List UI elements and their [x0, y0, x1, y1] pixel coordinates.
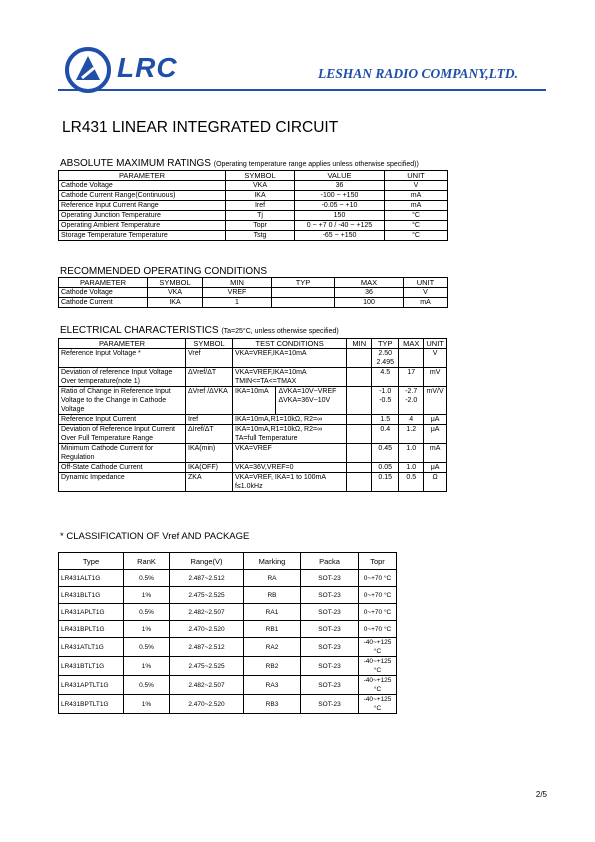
column-header: RanK: [124, 553, 170, 570]
table-row: [59, 298, 448, 308]
table-cell: -65 ~ +150: [295, 231, 385, 241]
table-cell: 2.482~2.507: [170, 676, 244, 695]
table-cell: 4.5: [372, 368, 399, 387]
column-header: PARAMETER: [59, 171, 226, 181]
table-cell: 0~+70 °C: [359, 604, 397, 621]
table-cell: Topr: [226, 221, 295, 231]
table-cell: RA3: [244, 676, 301, 695]
column-header: MIN: [347, 339, 372, 349]
column-header: TYP: [372, 339, 399, 349]
classification-heading: * CLASSIFICATION OF Vref AND PACKAGE: [60, 531, 250, 542]
table-row: [59, 444, 447, 463]
table-cell: IKA=10mA,R1=10kΩ, R2=∞: [233, 415, 347, 425]
table-cell: 2.487~2.512: [170, 570, 244, 587]
table-cell: VKA: [226, 181, 295, 191]
table-cell: V: [404, 288, 448, 298]
table-cell: [347, 473, 372, 492]
table-cell: RB: [244, 587, 301, 604]
table-cell: -0.05 ~ +10: [295, 201, 385, 211]
table-cell: [347, 415, 372, 425]
table-cell: mA: [385, 191, 448, 201]
table-cell: ΔVref /ΔVKA: [186, 387, 233, 415]
table-cell: SOT-23: [301, 676, 359, 695]
table-cell: mV: [424, 368, 447, 387]
table-cell: Deviation of reference Input Voltage Over temperature(note 1): [59, 368, 186, 387]
column-header: TEST CONDITIONS: [233, 339, 347, 349]
table-cell: 0.05: [372, 463, 399, 473]
table-cell: V: [424, 349, 447, 368]
table-cell: Ratio of Change in Reference Input Voltage to the Change in Cathode Voltage: [59, 387, 186, 415]
table-cell: [272, 288, 335, 298]
column-header: Range(V): [170, 553, 244, 570]
column-header: MAX: [399, 339, 424, 349]
table-cell: Deviation of Reference Input Current Over Full Temperature Range: [59, 425, 186, 444]
column-header: TYP: [272, 278, 335, 288]
column-header: PARAMETER: [59, 278, 148, 288]
table-row: [59, 191, 448, 201]
table-cell: 0.5%: [124, 676, 170, 695]
table-cell: 2.482~2.507: [170, 604, 244, 621]
table-cell: 0.5%: [124, 570, 170, 587]
table-cell: IKA(OFF): [186, 463, 233, 473]
table-cell: IKA: [226, 191, 295, 201]
abs-max-heading: [60, 158, 419, 169]
table-cell: mA: [385, 201, 448, 211]
table-cell: 150: [295, 211, 385, 221]
table-cell: Operating Ambient Temperature: [59, 221, 226, 231]
table-cell: IKA: [148, 298, 203, 308]
page-number: 2/5: [535, 790, 547, 799]
table-row: [59, 621, 397, 638]
table-row: [59, 288, 448, 298]
table-cell: μA: [424, 415, 447, 425]
table-row: [59, 604, 397, 621]
table-header-row: [59, 278, 448, 288]
table-cell: 2.470~2.520: [170, 695, 244, 714]
column-header: Type: [59, 553, 124, 570]
table-cell: mA: [424, 444, 447, 463]
column-header: SYMBOL: [226, 171, 295, 181]
table-cell: VKA=VREF,IKA=10mA: [233, 349, 347, 368]
table-cell: 1.5: [372, 415, 399, 425]
table-cell: ZKA: [186, 473, 233, 492]
table-cell: Reference Input Current Range: [59, 201, 226, 211]
table-cell: 0~+70 °C: [359, 587, 397, 604]
table-cell: LR431APTLT1G: [59, 676, 124, 695]
table-cell: RB2: [244, 657, 301, 676]
table-cell: LR431APLT1G: [59, 604, 124, 621]
table-cell: -2.7 -2.0: [399, 387, 424, 415]
table-cell: LR431BLT1G: [59, 587, 124, 604]
table-cell: mA: [404, 298, 448, 308]
table-cell: 0.15: [372, 473, 399, 492]
table-cell: 17: [399, 368, 424, 387]
column-header: MIN: [203, 278, 272, 288]
table-cell: -40~+125 °C: [359, 638, 397, 657]
table-cell: VKA=VREF,IKA=10mA TMIN<=TA<=TMAX: [233, 368, 347, 387]
table-cell: Cathode Current: [59, 298, 148, 308]
table-cell: 1%: [124, 657, 170, 676]
table-cell: Cathode Current Range(Continuous): [59, 191, 226, 201]
table-cell: VKA: [148, 288, 203, 298]
table-cell: [347, 463, 372, 473]
brand-logo-text: LRC: [117, 52, 178, 83]
table-row: [59, 415, 447, 425]
table-cell: Tstg: [226, 231, 295, 241]
table-cell: 0.5: [399, 473, 424, 492]
table-cell: Cathode Voltage: [59, 288, 148, 298]
table-cell: VREF: [203, 288, 272, 298]
table-cell: [347, 387, 372, 415]
table-row: [59, 463, 447, 473]
company-name: LESHAN RADIO COMPANY,LTD.: [318, 66, 519, 81]
table-cell: 0 ~ +7 0 / -40 ~ +125: [295, 221, 385, 231]
column-header: UNIT: [424, 339, 447, 349]
table-cell: LR431BTLT1G: [59, 657, 124, 676]
table-cell: 2.50 2.495: [372, 349, 399, 368]
table-row: [59, 181, 448, 191]
table-cell: IKA=10mA,R1=10kΩ, R2=∞ TA=full Temperature: [233, 425, 347, 444]
column-header: UNIT: [385, 171, 448, 181]
elec-heading-text: ELECTRICAL CHARACTERISTICS: [60, 325, 219, 336]
table-cell: Iref: [186, 415, 233, 425]
header-rule: [58, 89, 546, 91]
table-cell: SOT-23: [301, 638, 359, 657]
table-cell: 0~+70 °C: [359, 621, 397, 638]
table-cell: [347, 368, 372, 387]
table-cell: 0~+70 °C: [359, 570, 397, 587]
table-cell: ΔVref/ΔT: [186, 368, 233, 387]
table-cell: Off-State Cathode Current: [59, 463, 186, 473]
column-header: PARAMETER: [59, 339, 186, 349]
table-cell: IKA=10mA: [233, 387, 276, 415]
table-row: [59, 387, 447, 415]
table-cell: -40~+125 °C: [359, 657, 397, 676]
table-cell: SOT-23: [301, 695, 359, 714]
table-header-row: [59, 553, 397, 570]
table-cell: 1%: [124, 587, 170, 604]
table-row: [59, 201, 448, 211]
table-cell: 2.470~2.520: [170, 621, 244, 638]
table-cell: -40~+125 °C: [359, 676, 397, 695]
table-cell: SOT-23: [301, 621, 359, 638]
table-row: [59, 425, 447, 444]
table-cell: 1.0: [399, 463, 424, 473]
classification-table: [58, 552, 397, 714]
table-row: [59, 587, 397, 604]
table-cell: 4: [399, 415, 424, 425]
rec-op-table: [58, 277, 448, 308]
column-header: SYMBOL: [186, 339, 233, 349]
table-cell: Reference Input Voltage *: [59, 349, 186, 368]
column-header: Topr: [359, 553, 397, 570]
column-header: MAX: [335, 278, 404, 288]
table-cell: LR431ATLT1G: [59, 638, 124, 657]
table-cell: Minimum Cathode Current for Regulation: [59, 444, 186, 463]
table-cell: Dynamic Impedance: [59, 473, 186, 492]
table-cell: RA1: [244, 604, 301, 621]
abs-max-note: (Operating temperature range applies unless otherwise specified)): [213, 161, 419, 168]
table-cell: [347, 425, 372, 444]
table-cell: 1%: [124, 695, 170, 714]
table-cell: IKA(min): [186, 444, 233, 463]
elec-note: (Ta=25°C, unless otherwise specified): [221, 328, 339, 335]
table-cell: [272, 298, 335, 308]
table-cell: LR431BPLT1G: [59, 621, 124, 638]
table-cell: μA: [424, 463, 447, 473]
column-header: VALUE: [295, 171, 385, 181]
table-cell: ΔIref/ΔT: [186, 425, 233, 444]
table-cell: 1.2: [399, 425, 424, 444]
table-cell: VKA=VREF, IKA=1 to 100mA f≤1.0kHz: [233, 473, 347, 492]
column-header: Marking: [244, 553, 301, 570]
table-cell: -100 ~ +150: [295, 191, 385, 201]
lrc-logo: [64, 46, 112, 94]
table-cell: 2.475~2.525: [170, 587, 244, 604]
table-cell: -1.0 -0.5: [372, 387, 399, 415]
table-cell: SOT-23: [301, 570, 359, 587]
table-cell: μA: [424, 425, 447, 444]
table-cell: Cathode Voltage: [59, 181, 226, 191]
table-row: [59, 221, 448, 231]
abs-max-table: [58, 170, 448, 241]
table-cell: Tj: [226, 211, 295, 221]
table-cell: Iref: [226, 201, 295, 211]
table-cell: 100: [335, 298, 404, 308]
table-row: [59, 211, 448, 221]
table-cell: Storage Temperature Temperature: [59, 231, 226, 241]
table-cell: RA: [244, 570, 301, 587]
table-cell: [399, 349, 424, 368]
table-row: [59, 657, 397, 676]
table-row: [59, 570, 397, 587]
table-cell: RA2: [244, 638, 301, 657]
table-cell: VKA=36V,VREF=0: [233, 463, 347, 473]
table-cell: ΔVKA=10V~VREF ΔVKA=36V~10V: [276, 387, 347, 415]
column-header: SYMBOL: [148, 278, 203, 288]
table-cell: 1: [203, 298, 272, 308]
abs-max-heading-text: ABSOLUTE MAXIMUM RATINGS: [60, 158, 211, 169]
rec-op-heading: RECOMMENDED OPERATING CONDITIONS: [60, 266, 268, 277]
column-header: UNIT: [404, 278, 448, 288]
table-cell: VKA=VREF: [233, 444, 347, 463]
elec-heading: [60, 325, 339, 336]
elec-table: [58, 338, 447, 492]
table-cell: -40~+125 °C: [359, 695, 397, 714]
table-cell: 2.475~2.525: [170, 657, 244, 676]
table-cell: LR431BPTLT1G: [59, 695, 124, 714]
table-cell: SOT-23: [301, 604, 359, 621]
table-cell: LR431ALT1G: [59, 570, 124, 587]
table-cell: 1.0: [399, 444, 424, 463]
table-cell: 1%: [124, 621, 170, 638]
table-cell: RB3: [244, 695, 301, 714]
table-row: [59, 368, 447, 387]
table-cell: Reference Input Current: [59, 415, 186, 425]
column-header: Packa: [301, 553, 359, 570]
table-cell: 0.5%: [124, 604, 170, 621]
table-row: [59, 473, 447, 492]
table-cell: °C: [385, 221, 448, 231]
table-cell: RB1: [244, 621, 301, 638]
table-cell: [347, 444, 372, 463]
table-cell: mV/V: [424, 387, 447, 415]
table-row: [59, 231, 448, 241]
table-row: [59, 695, 397, 714]
table-row: [59, 676, 397, 695]
table-row: [59, 349, 447, 368]
document-title: LR431 LINEAR INTEGRATED CIRCUIT: [62, 119, 339, 136]
table-cell: 2.487~2.512: [170, 638, 244, 657]
table-cell: 0.4: [372, 425, 399, 444]
table-cell: [347, 349, 372, 368]
table-cell: 36: [295, 181, 385, 191]
table-cell: °C: [385, 231, 448, 241]
table-cell: 36: [335, 288, 404, 298]
table-header-row: [59, 171, 448, 181]
table-cell: Vref: [186, 349, 233, 368]
table-cell: 0.45: [372, 444, 399, 463]
table-cell: °C: [385, 211, 448, 221]
table-cell: 0.5%: [124, 638, 170, 657]
table-header-row: [59, 339, 447, 349]
table-cell: V: [385, 181, 448, 191]
table-cell: Operating Junction Temperature: [59, 211, 226, 221]
table-cell: SOT-23: [301, 657, 359, 676]
table-cell: Ω: [424, 473, 447, 492]
table-row: [59, 638, 397, 657]
table-cell: SOT-23: [301, 587, 359, 604]
